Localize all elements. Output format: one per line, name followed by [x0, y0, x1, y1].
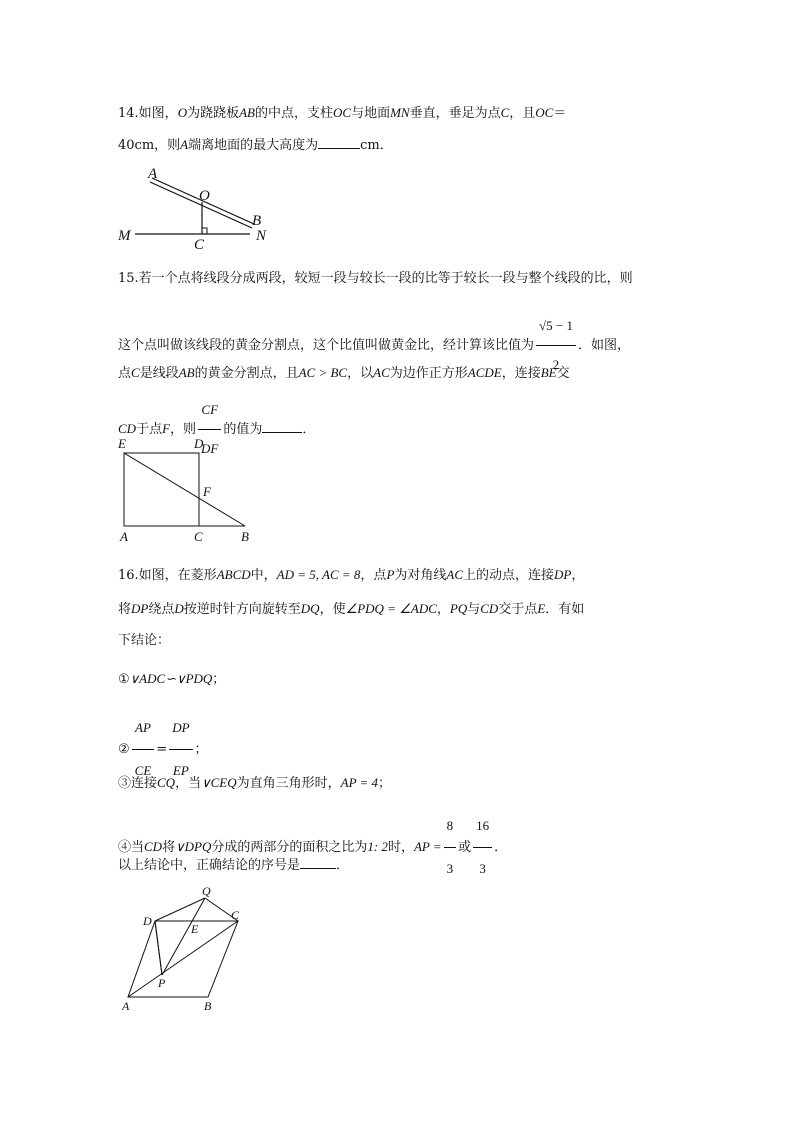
- segment-dq: [155, 898, 205, 921]
- label-d: D: [194, 436, 204, 451]
- label-c: C: [231, 908, 240, 922]
- label-b: B: [252, 213, 262, 229]
- label-c: C: [194, 529, 203, 544]
- label-c: C: [194, 237, 205, 253]
- label-e: E: [191, 922, 199, 936]
- cf-over-df-fraction: $\frac{CF}{DF}$: [198, 392, 221, 467]
- q15-line-1: 15.若一个点将线段分成两段，较短一段与较长一段的比等于较长一段与整个线段的比，则: [118, 271, 633, 286]
- label-n: N: [256, 228, 267, 244]
- conclusion-1: ①∨ADC∽∨PDQ；: [118, 671, 226, 687]
- square-acde: [124, 453, 199, 526]
- q16-line-1: 16.如图，在菱形ABCD中，AD = 5, AC = 8，点P为对角线AC上的动点，连接DP，: [118, 567, 585, 583]
- q15-line-4: CD于点F，则 $\frac{CF}{DF}$ 的值为 ．: [118, 392, 315, 428]
- answer-blank-16: [300, 856, 336, 869]
- label-m: M: [118, 228, 131, 244]
- label-q: Q: [202, 884, 211, 898]
- label-o: O: [199, 188, 210, 204]
- q14-line-2: 40cm，则A端离地面的最大高度为 cm．: [118, 137, 393, 153]
- label-b: B: [204, 999, 212, 1013]
- label-f: F: [203, 484, 211, 499]
- diagonal-ac: [128, 921, 238, 997]
- q16-conclusion-prompt: 以上结论中，正确结论的序号是 ．: [118, 858, 350, 873]
- label-a: A: [148, 166, 158, 182]
- golden-section-figure: [117, 436, 249, 544]
- q15-line-2: 这个点叫做该线段的黄金分割点，这个比值叫做黄金比，经计算该比值为 $\frac{√5 - 1}{2}$ ．如图，: [118, 308, 630, 344]
- q15-line-3: 点C是线段AB的黄金分割点，且AC > BC，以AC为边作正方形ACDE，连接BE交: [118, 365, 570, 381]
- label-a: A: [120, 529, 128, 544]
- golden-ratio-fraction: $\frac{√5 - 1}{2}$: [536, 308, 576, 383]
- label-d: D: [143, 914, 152, 928]
- segment-be: [124, 453, 245, 526]
- label-b: B: [241, 529, 249, 544]
- conclusion-4: ④当CD将∨DPQ分成的两部分的面积之比为1: 2时，AP = $\frac{8}{3}$ 或 $\frac{16}{3}$ ．: [118, 806, 507, 846]
- label-a: A: [122, 999, 130, 1013]
- q14-line-1: 14.如图，O为跷跷板AB的中点，支柱OC与地面MN垂直，垂足为点C，且OC＝: [118, 105, 567, 121]
- q16-line-2: 将DP绕点D按逆时针方向旋转至DQ，使∠PDQ = ∠ADC，PQ与CD交于点E．有如: [118, 601, 585, 617]
- segment-dp-2: [155, 921, 162, 975]
- seesaw-figure: [117, 166, 267, 253]
- right-angle-mark: [202, 228, 207, 234]
- label-e: E: [118, 436, 126, 451]
- label-p: P: [158, 976, 166, 990]
- conclusion-2: ② $\frac{AP}{CE}$ = $\frac{DP}{EP}$ ；: [118, 708, 208, 748]
- answer-blank-15: [262, 420, 302, 433]
- conclusion-3: ③连接CQ，当∨CEQ为直角三角形时，AP = 4；: [118, 775, 392, 791]
- rhombus-figure: [121, 884, 240, 1013]
- q16-line-3: 下结论：: [118, 633, 171, 648]
- segment-pq: [162, 898, 205, 975]
